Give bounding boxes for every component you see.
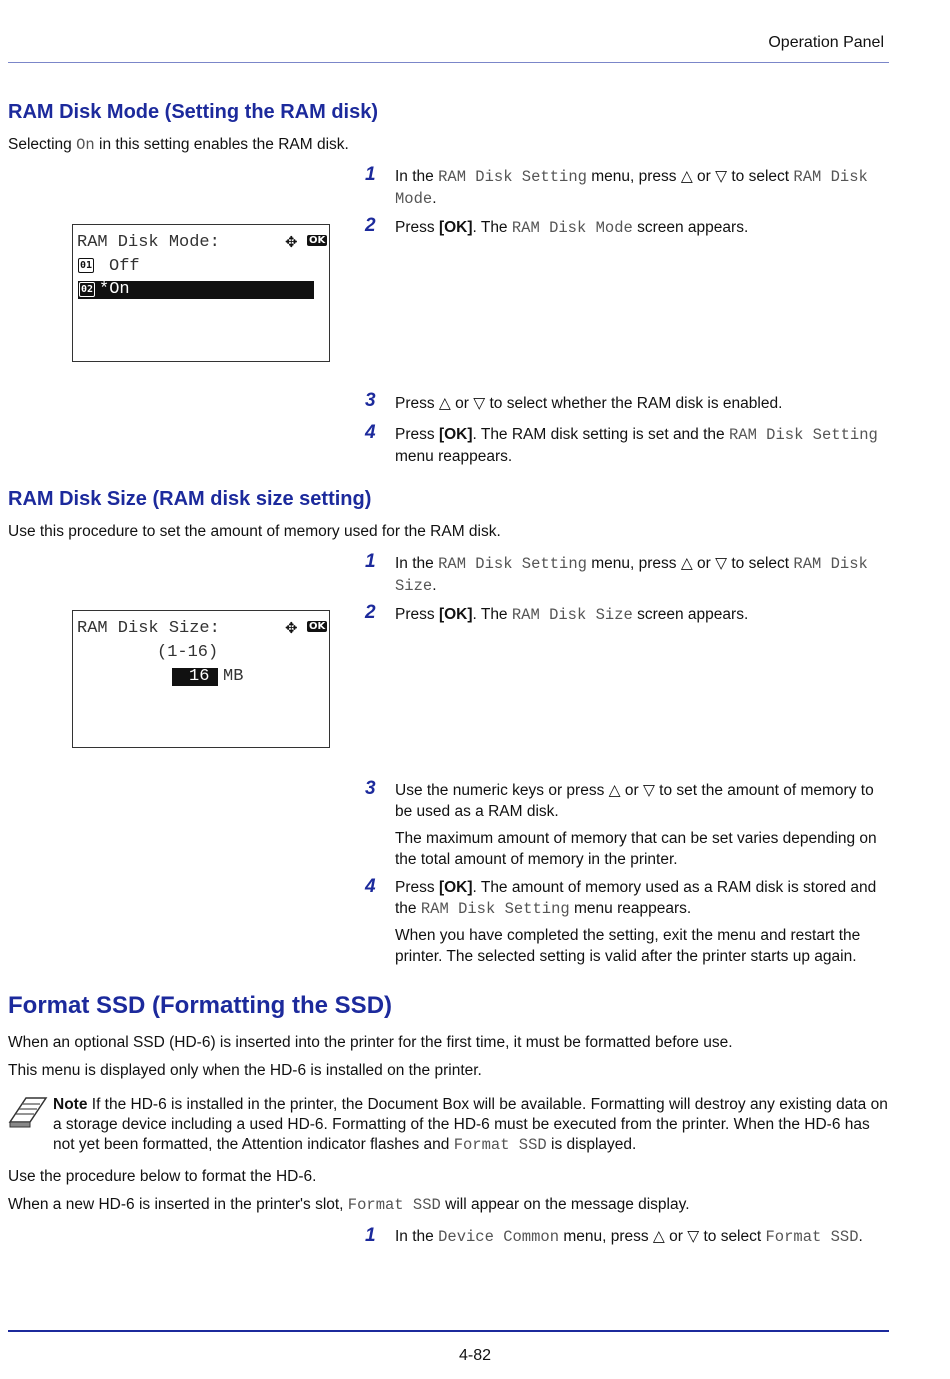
format-ssd-p1: When an optional SSD (HD-6) is inserted into the printer for the first time, it must be formatted before use.	[8, 1034, 733, 1051]
ram-size-intro: Use this procedure to set the amount of memory used for the RAM disk.	[8, 523, 501, 540]
ram-mode-intro: Selecting On in this setting enables the RAM disk.	[8, 136, 349, 154]
option-off: Off	[109, 257, 140, 276]
step-subtext: The maximum amount of memory that can be set varies depending on the total amount of memory in the printer.	[395, 830, 877, 868]
option-on: *On	[99, 280, 130, 299]
format-ssd-p4: When a new HD-6 is inserted in the printer's slot, Format SSD will appear on the message display.	[8, 1196, 690, 1214]
step-subtext: When you have completed the setting, exit the menu and restart the printer. The selected setting is valid after the printer starts up again.	[395, 927, 861, 965]
arrows-icon: ✥	[285, 620, 298, 637]
step-number: 3	[365, 778, 376, 799]
section-title-ram-size: RAM Disk Size (RAM disk size setting)	[8, 488, 372, 510]
step-text: In the RAM Disk Setting menu, press △ or ▽ to select RAM Disk Size.	[395, 555, 868, 595]
format-ssd-p3: Use the procedure below to format the HD-6.	[8, 1168, 317, 1185]
step-text: Press [OK]. The amount of memory used as a RAM disk is stored and the RAM Disk Setting menu reappears.	[395, 879, 877, 918]
footer-rule	[8, 1330, 889, 1332]
ok-badge: OK	[309, 621, 326, 632]
arrows-icon: ✥	[285, 234, 298, 251]
step-text: Press △ or ▽ to select whether the RAM disk is enabled.	[395, 395, 783, 412]
step-number: 1	[365, 551, 376, 572]
note-text: Note If the HD-6 is installed in the printer, the Document Box will be available. Formatting will destroy any existing data on a storage device including a used HD-6. Formatting of the HD-6 must be executed from the printer. When the HD-6 has not yet been formatted, the Attention indicator flashes and Format SSD is displayed.	[53, 1096, 888, 1154]
format-ssd-p2: This menu is displayed only when the HD-6 is installed on the printer.	[8, 1062, 482, 1079]
step-text: Press [OK]. The RAM Disk Mode screen appears.	[395, 219, 749, 237]
step-number: 1	[365, 164, 376, 185]
lcd-title: RAM Disk Size:	[77, 619, 220, 638]
step-text: Press [OK]. The RAM Disk Size screen appears.	[395, 606, 749, 624]
option-num-02: 02	[81, 284, 94, 295]
section-title-format-ssd: Format SSD (Formatting the SSD)	[8, 992, 393, 1019]
step-number: 2	[365, 215, 376, 236]
lcd-range: (1-16)	[157, 643, 219, 662]
ok-badge: OK	[309, 235, 326, 246]
lcd-ram-size	[72, 610, 330, 748]
lcd-value: 16	[189, 667, 210, 686]
step-number: 1	[365, 1225, 376, 1246]
step-number: 4	[365, 876, 376, 897]
step-text: In the Device Common menu, press △ or ▽ to select Format SSD.	[395, 1228, 863, 1246]
note-icon	[8, 1094, 48, 1135]
step-text: Use the numeric keys or press △ or ▽ to set the amount of memory to be used as a RAM disk.	[395, 782, 874, 820]
lcd-title: RAM Disk Mode:	[77, 233, 220, 252]
lcd-ram-mode	[72, 224, 330, 362]
running-header: Operation Panel	[768, 34, 884, 51]
step-number: 2	[365, 602, 376, 623]
lcd-unit: MB	[223, 667, 244, 686]
header-rule	[8, 62, 889, 63]
step-text: Press [OK]. The RAM disk setting is set and the RAM Disk Setting menu reappears.	[395, 426, 878, 465]
option-num-01: 01	[80, 260, 93, 271]
step-number: 4	[365, 422, 376, 443]
page-number: 4-82	[458, 1347, 492, 1364]
step-text: In the RAM Disk Setting menu, press △ or ▽ to select RAM Disk Mode.	[395, 168, 868, 208]
step-number: 3	[365, 390, 376, 411]
section-title-ram-mode: RAM Disk Mode (Setting the RAM disk)	[8, 101, 379, 123]
